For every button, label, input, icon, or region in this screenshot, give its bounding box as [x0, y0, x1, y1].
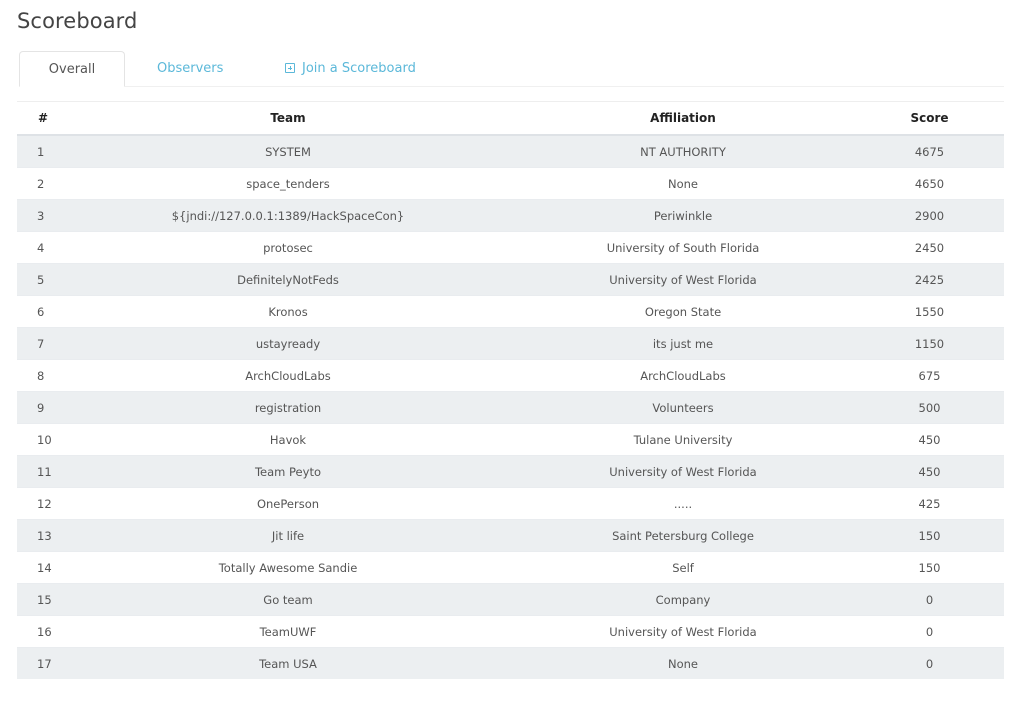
cell-affiliation: University of West Florida [511, 616, 855, 648]
cell-score: 1550 [855, 296, 1004, 328]
tab-join-scoreboard-label: Join a Scoreboard [302, 61, 416, 76]
table-row [17, 168, 1004, 200]
team-link[interactable]: ustayready [65, 328, 511, 360]
cell-affiliation: University of West Florida [511, 264, 855, 296]
table-row [17, 328, 1004, 360]
tab-observers-label: Observers [157, 61, 224, 76]
cell-affiliation: None [511, 648, 855, 680]
team-link[interactable]: Team USA [65, 648, 511, 680]
cell-rank: 16 [17, 616, 65, 648]
team-link[interactable]: space_tenders [65, 168, 511, 200]
team-link[interactable]: SYSTEM [65, 135, 511, 168]
team-link[interactable]: Kronos [65, 296, 511, 328]
team-link[interactable]: registration [65, 392, 511, 424]
table-row [17, 296, 1004, 328]
cell-affiliation: Periwinkle [511, 200, 855, 232]
cell-rank: 13 [17, 520, 65, 552]
cell-rank: 10 [17, 424, 65, 456]
cell-affiliation: Company [511, 584, 855, 616]
cell-affiliation: NT AUTHORITY [511, 135, 855, 168]
header-affiliation: Affiliation [511, 102, 855, 136]
cell-affiliation: None [511, 168, 855, 200]
team-link[interactable]: DefinitelyNotFeds [65, 264, 511, 296]
cell-rank: 15 [17, 584, 65, 616]
tab-overall[interactable] [19, 51, 125, 87]
team-link[interactable]: ArchCloudLabs [65, 360, 511, 392]
cell-rank: 12 [17, 488, 65, 520]
page-title: Scoreboard [17, 9, 138, 33]
cell-score: 2450 [855, 232, 1004, 264]
team-link[interactable]: OnePerson [65, 488, 511, 520]
team-link[interactable]: Go team [65, 584, 511, 616]
team-link[interactable]: TeamUWF [65, 616, 511, 648]
cell-score: 450 [855, 456, 1004, 488]
scoreboard-rows [17, 135, 1004, 679]
tab-overall-label: Overall [48, 62, 96, 77]
cell-score: 675 [855, 360, 1004, 392]
cell-score: 425 [855, 488, 1004, 520]
cell-score: 0 [855, 584, 1004, 616]
scoreboard-table-container [17, 101, 1004, 679]
cell-rank: 8 [17, 360, 65, 392]
cell-rank: 14 [17, 552, 65, 584]
table-row [17, 552, 1004, 584]
cell-score: 2425 [855, 264, 1004, 296]
team-link[interactable]: ${jndi://127.0.0.1:1389/HackSpaceCon} [65, 200, 511, 232]
cell-rank: 1 [17, 135, 65, 168]
table-row [17, 616, 1004, 648]
table-row [17, 584, 1004, 616]
plus-square-icon [285, 63, 295, 73]
cell-score: 0 [855, 616, 1004, 648]
cell-affiliation: ..... [511, 488, 855, 520]
table-header-row [17, 102, 1004, 136]
cell-rank: 5 [17, 264, 65, 296]
cell-affiliation: Self [511, 552, 855, 584]
team-link[interactable]: Team Peyto [65, 456, 511, 488]
cell-score: 500 [855, 392, 1004, 424]
cell-rank: 2 [17, 168, 65, 200]
cell-affiliation: Tulane University [511, 424, 855, 456]
table-row [17, 424, 1004, 456]
table-row [17, 520, 1004, 552]
table-row [17, 264, 1004, 296]
cell-score: 1150 [855, 328, 1004, 360]
table-row [17, 232, 1004, 264]
table-row [17, 135, 1004, 168]
table-row [17, 360, 1004, 392]
table-row [17, 488, 1004, 520]
cell-affiliation: its just me [511, 328, 855, 360]
table-row [17, 456, 1004, 488]
tab-join-scoreboard[interactable] [285, 51, 416, 86]
cell-score: 4650 [855, 168, 1004, 200]
cell-rank: 4 [17, 232, 65, 264]
tab-observers[interactable] [157, 51, 223, 86]
cell-affiliation: Saint Petersburg College [511, 520, 855, 552]
table-row [17, 200, 1004, 232]
table-row [17, 392, 1004, 424]
cell-rank: 11 [17, 456, 65, 488]
cell-score: 450 [855, 424, 1004, 456]
cell-rank: 9 [17, 392, 65, 424]
cell-rank: 3 [17, 200, 65, 232]
team-link[interactable]: protosec [65, 232, 511, 264]
cell-score: 2900 [855, 200, 1004, 232]
team-link[interactable]: Havok [65, 424, 511, 456]
cell-affiliation: Volunteers [511, 392, 855, 424]
cell-score: 150 [855, 552, 1004, 584]
team-link[interactable]: Jit life [65, 520, 511, 552]
cell-affiliation: ArchCloudLabs [511, 360, 855, 392]
cell-affiliation: University of South Florida [511, 232, 855, 264]
cell-score: 150 [855, 520, 1004, 552]
header-score: Score [855, 102, 1004, 136]
scoreboard-table [17, 101, 1004, 679]
cell-score: 4675 [855, 135, 1004, 168]
team-link[interactable]: Totally Awesome Sandie [65, 552, 511, 584]
cell-rank: 17 [17, 648, 65, 680]
cell-affiliation: Oregon State [511, 296, 855, 328]
table-row [17, 648, 1004, 680]
header-team: Team [65, 102, 511, 136]
cell-rank: 6 [17, 296, 65, 328]
cell-score: 0 [855, 648, 1004, 680]
cell-affiliation: University of West Florida [511, 456, 855, 488]
header-rank: # [17, 102, 65, 136]
scoreboard-tabs [19, 51, 1004, 87]
cell-rank: 7 [17, 328, 65, 360]
